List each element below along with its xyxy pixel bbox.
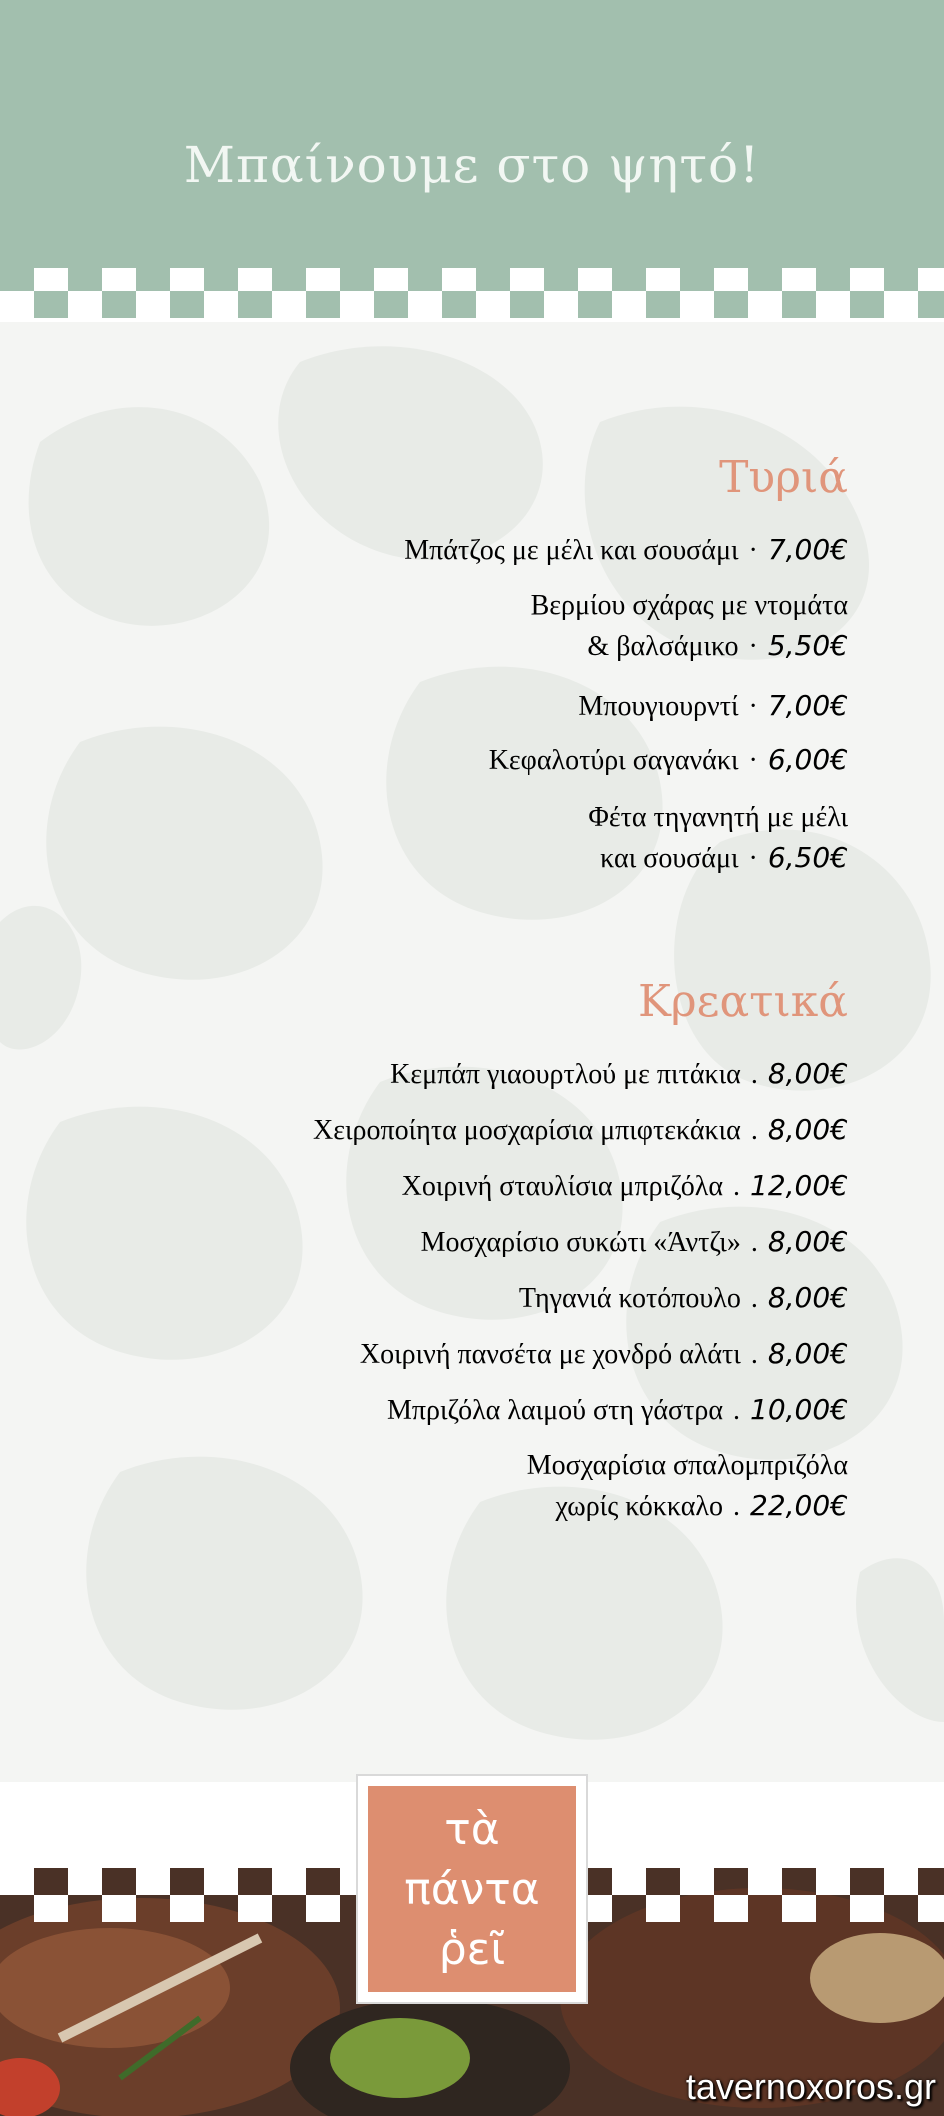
menu-item-line <box>404 530 848 571</box>
menu-item-name: Κεμπάπ γιαουρτλού με πιτάκια <box>390 1059 741 1090</box>
menu-item-price: 7,00€ <box>767 689 848 722</box>
menu-item-price: 8,00€ <box>767 1113 848 1146</box>
menu-item-price: 8,00€ <box>767 1225 848 1258</box>
section-title-cheeses: Τυριά <box>719 452 848 503</box>
menu-item-separator: . <box>750 1339 758 1370</box>
menu-item-name: Χοιρινή πανσέτα με χονδρό αλάτι <box>359 1339 741 1370</box>
menu-item-separator: · <box>748 843 758 874</box>
menu-item-line <box>402 1166 848 1207</box>
menu-item-price: 5,50€ <box>767 629 848 662</box>
menu-item-name: Φέτα τηγανητή με μέλι <box>588 802 848 833</box>
menu-item-line <box>531 626 848 667</box>
logo-line-3: ῥεῖ <box>438 1924 506 1975</box>
menu-item-price: 10,00€ <box>750 1393 848 1426</box>
menu-item-separator: · <box>748 631 758 662</box>
menu-item-price: 6,00€ <box>767 743 848 776</box>
menu-item-price: 7,00€ <box>767 533 848 566</box>
menu-item-name: Μοσχαρίσια σπαλομπριζόλα <box>526 1450 848 1481</box>
menu-item <box>519 1278 848 1319</box>
menu-item <box>527 1446 848 1527</box>
logo-line-2: πάντα <box>404 1864 540 1915</box>
section-title-meats: Κρεατικά <box>637 976 848 1027</box>
logo-line-1: τὰ <box>444 1804 500 1855</box>
menu-item-price: 12,00€ <box>750 1169 848 1202</box>
menu-item-separator: · <box>748 745 758 776</box>
restaurant-logo <box>356 1774 588 2004</box>
menu-item-price: 8,00€ <box>767 1281 848 1314</box>
menu-item <box>390 1054 848 1095</box>
menu-item-name: Μπριζόλα λαιμού στη γάστρα <box>386 1395 724 1426</box>
menu-item-line <box>360 1334 848 1375</box>
menu-item-line <box>421 1222 848 1263</box>
menu-item-separator: · <box>748 691 758 722</box>
menu-item-separator: . <box>733 1395 741 1426</box>
menu-item-line <box>578 686 848 727</box>
menu-item-line <box>588 838 848 879</box>
menu-item-name: & βαλσάμικο <box>587 631 739 662</box>
menu-item-separator: . <box>750 1059 758 1090</box>
menu-item <box>421 1222 848 1263</box>
menu-item-line <box>527 1446 848 1486</box>
menu-item-name: Μπάτζος με μέλι και σουσάμι <box>404 535 739 566</box>
menu-item-line <box>531 586 848 626</box>
menu-item-line <box>390 1054 848 1095</box>
menu-item-line <box>313 1110 848 1151</box>
menu-item-separator: . <box>733 1491 741 1522</box>
site-watermark: tavernoxoros.gr <box>685 2066 936 2107</box>
header-band <box>0 0 944 268</box>
menu-item-name: Μπουγιουρντί <box>578 691 739 722</box>
menu-item <box>578 686 848 727</box>
menu-item-name: Χοιρινή σταυλίσια μπριζόλα <box>401 1171 724 1202</box>
menu-item <box>313 1110 848 1151</box>
menu-item <box>489 740 848 781</box>
menu-item-price: 22,00€ <box>750 1489 848 1522</box>
menu-item-name: Τηγανιά κοτόπουλο <box>518 1283 741 1314</box>
menu-item-separator: . <box>733 1171 741 1202</box>
menu-item <box>387 1390 848 1431</box>
checker-border-top <box>0 264 944 318</box>
page-title: Μπαίνουμε στο ψητό! <box>183 136 761 194</box>
menu-item-name: Κεφαλοτύρι σαγανάκι <box>488 745 739 776</box>
menu-item-line <box>588 798 848 838</box>
menu-item-price: 8,00€ <box>767 1057 848 1090</box>
menu-item <box>588 798 848 879</box>
menu-item-separator: . <box>750 1227 758 1258</box>
menu-item <box>404 530 848 571</box>
menu-item-name: και σουσάμι <box>600 843 739 874</box>
menu-item <box>360 1334 848 1375</box>
menu-item-name: Μοσχαρίσιο συκώτι «Άντζι» <box>420 1227 741 1258</box>
menu-item-line <box>387 1390 848 1431</box>
menu-item-line <box>527 1486 848 1527</box>
menu-item <box>402 1166 848 1207</box>
menu-item-price: 6,50€ <box>767 841 848 874</box>
menu-item-name: Βερμίου σχάρας με ντομάτα <box>530 590 848 621</box>
menu-item <box>531 586 848 667</box>
menu-item-line <box>489 740 848 781</box>
menu-item-separator: . <box>750 1115 758 1146</box>
menu-item-line <box>519 1278 848 1319</box>
menu-item-separator: . <box>750 1283 758 1314</box>
menu-item-name: Χειροποίητα μοσχαρίσια μπιφτεκάκια <box>313 1115 741 1146</box>
menu-item-name: χωρίς κόκκαλο <box>555 1491 724 1522</box>
menu-item-separator: · <box>748 535 758 566</box>
menu-item-price: 8,00€ <box>767 1337 848 1370</box>
